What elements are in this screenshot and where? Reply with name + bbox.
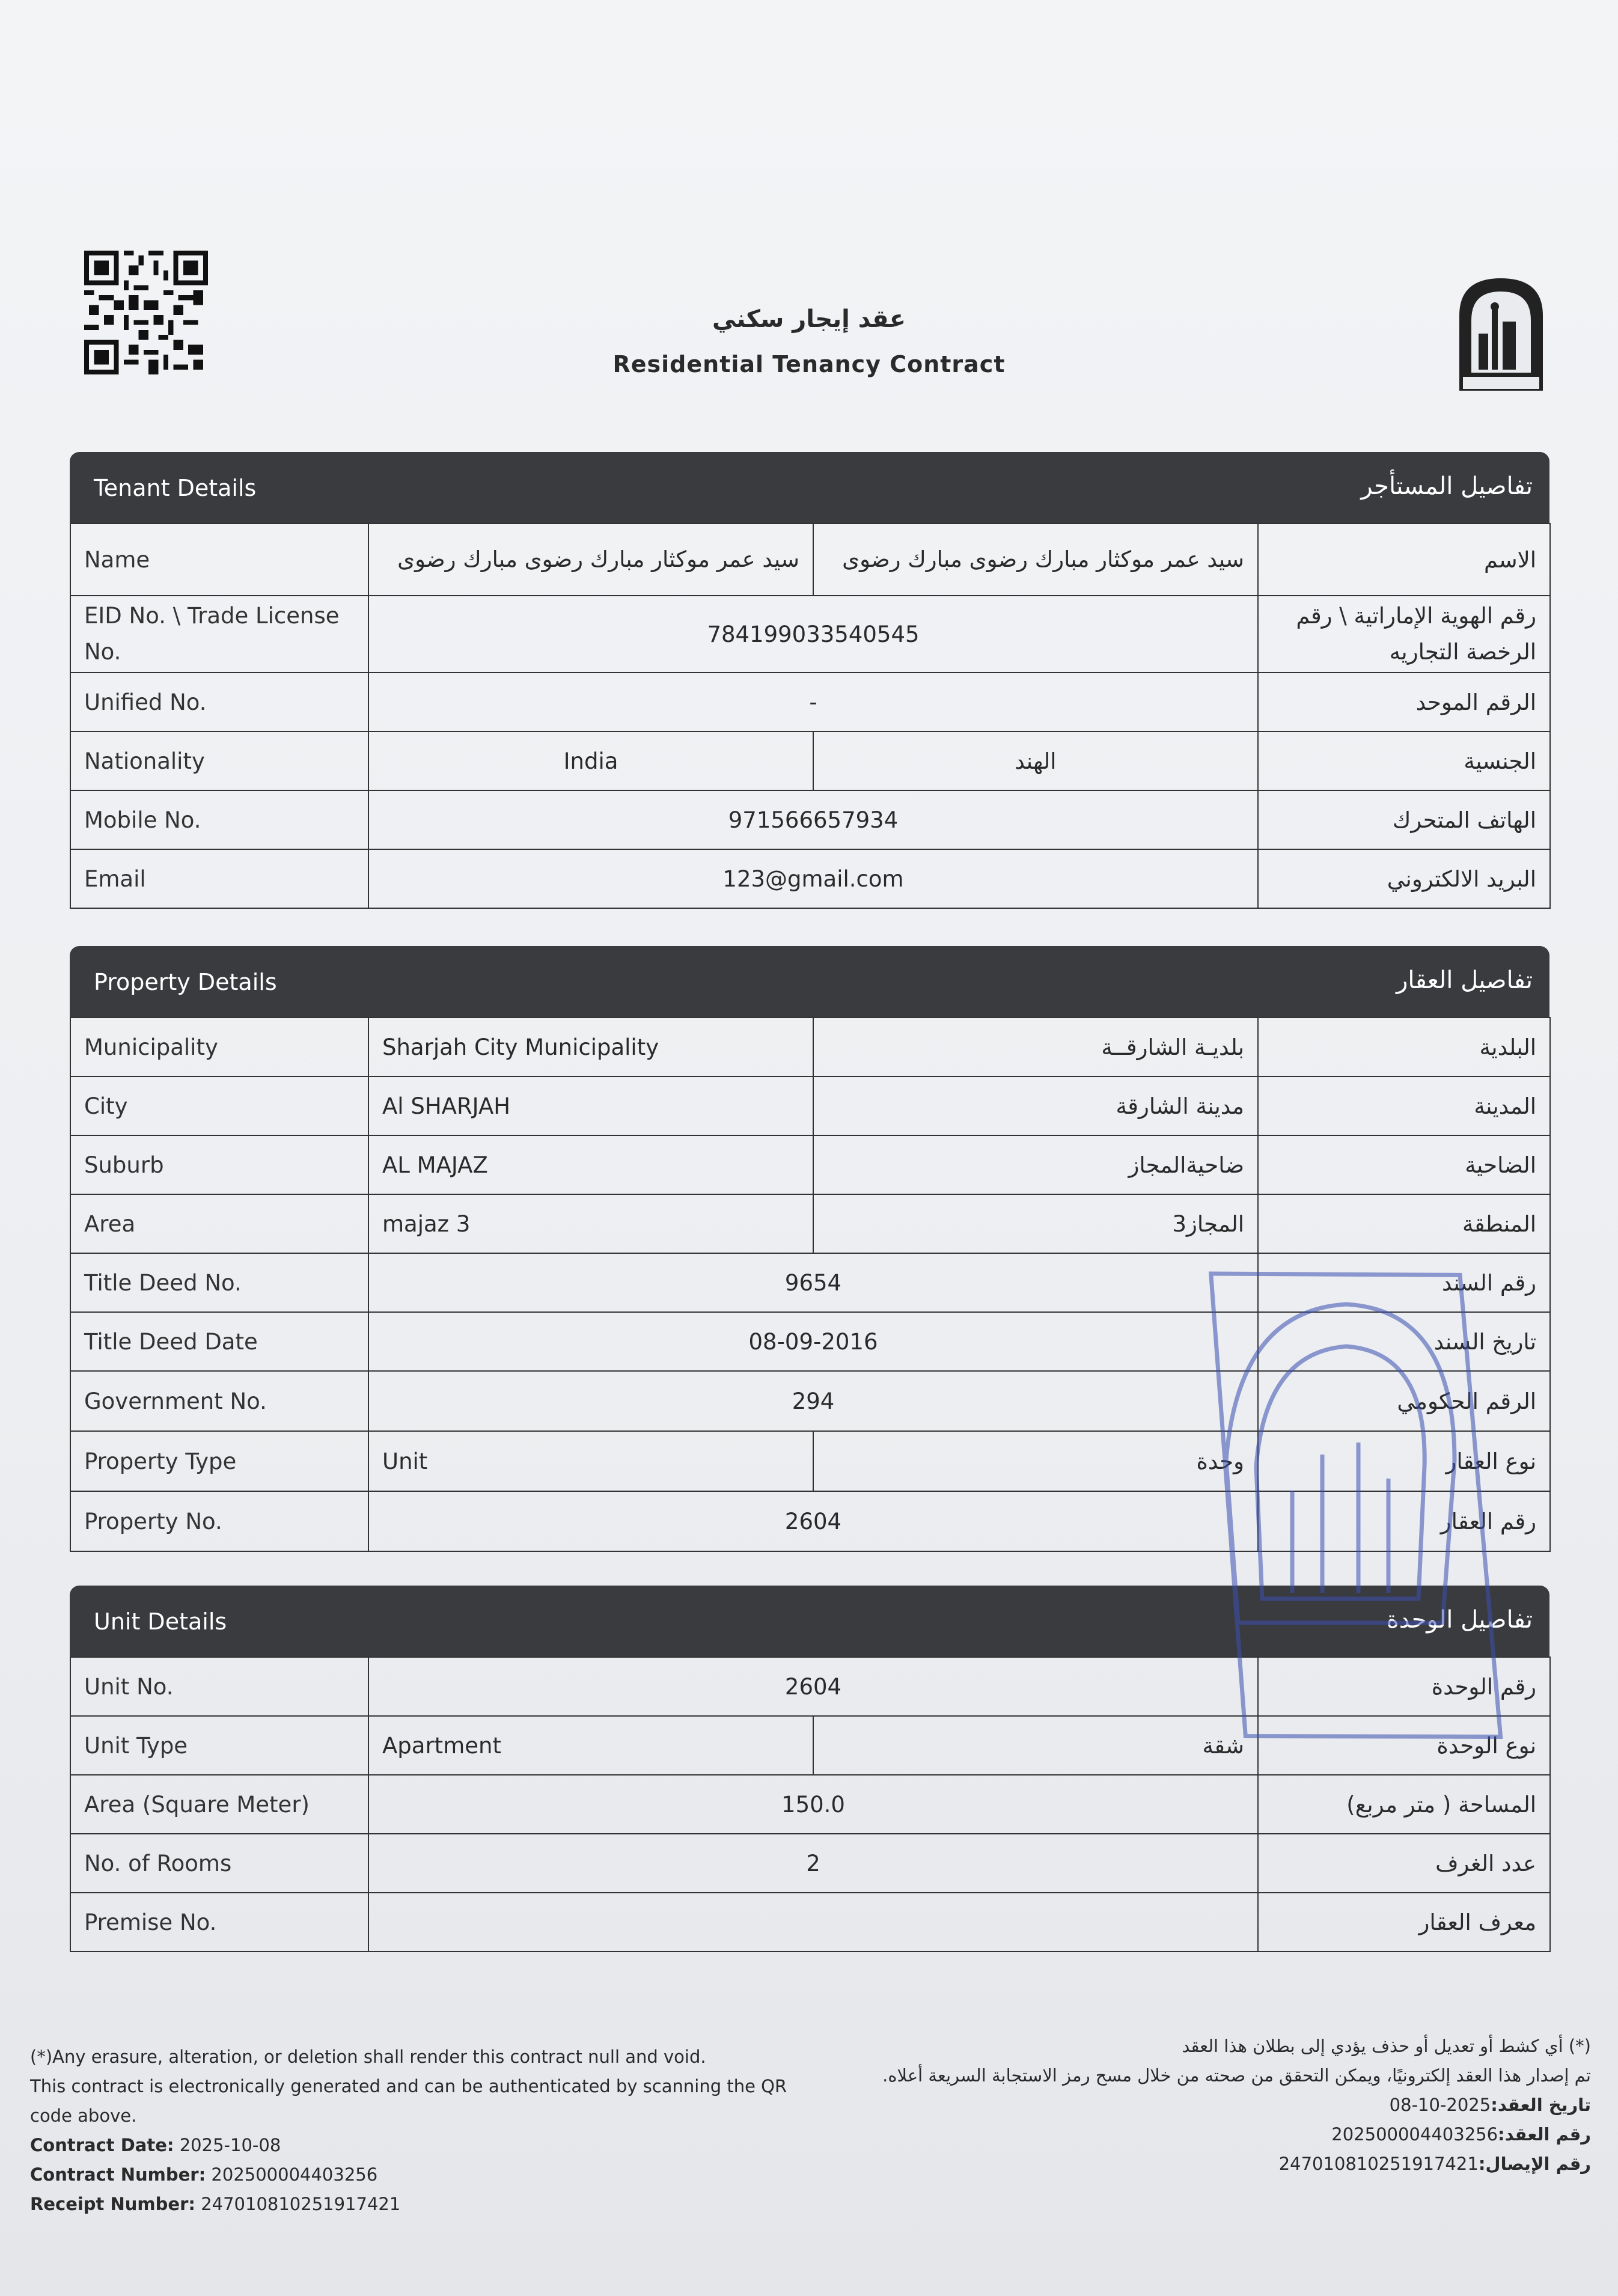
table-row [70,1076,1550,1135]
row-value-ar: شقة [813,1716,1258,1775]
row-label-ar: الرقم الحكومي [1258,1371,1550,1431]
footer-note-electronic: This contract is electronically generated and can be authenticated by scanning the QR code above. [30,2076,787,2126]
tenant-details-header [70,452,1549,523]
contract-date-ar: تاريخ العقد:2025-10-08 [1389,2095,1591,2115]
row-value-ar: الهند [813,731,1258,790]
table-row [70,673,1550,731]
row-value [368,1893,1258,1952]
row-label-en: Name [70,524,368,596]
row-value: 294 [368,1371,1258,1431]
row-value-ar: ضاحيةالمجاز [813,1135,1258,1194]
row-label-ar: رقم السند [1258,1253,1550,1312]
row-label-en: Title Deed Date [70,1312,368,1371]
row-label-en: Email [70,849,368,908]
tenant-details-section [70,452,1549,909]
row-label-en: Unit Type [70,1716,368,1775]
row-value: 971566657934 [368,790,1258,849]
section-title-en: Unit Details [94,1608,227,1635]
row-label-en: Property No. [70,1491,368,1551]
row-label-en: Premise No. [70,1893,368,1952]
contract-date: Contract Date: 2025-10-08 [30,2135,281,2155]
table-row [70,1135,1550,1194]
row-value: 123@gmail.com [368,849,1258,908]
row-value-ar: بلديـة الشارقــة [813,1018,1258,1076]
row-label-ar: الرقم الموحد [1258,673,1550,731]
row-label-ar: نوع العقار [1258,1431,1550,1491]
row-value: 150.0 [368,1775,1258,1834]
property-details-header [70,946,1549,1017]
section-title-en: Tenant Details [94,475,257,501]
row-value-en: Al SHARJAH [368,1076,813,1135]
table-row [70,1018,1550,1076]
row-label-en: Unit No. [70,1657,368,1716]
row-label-en: Suburb [70,1135,368,1194]
row-label-en: Government No. [70,1371,368,1431]
title-arabic: عقد إيجار سكني [712,305,906,333]
row-value: 08-09-2016 [368,1312,1258,1371]
row-label-ar: البريد الالكتروني [1258,849,1550,908]
row-value-en: Unit [368,1431,813,1491]
row-label-ar: المدينة [1258,1076,1550,1135]
section-title-en: Property Details [94,969,277,995]
row-label-ar: المساحة ( متر مربع) [1258,1775,1550,1834]
table-row [70,596,1550,673]
row-value-en: Apartment [368,1716,813,1775]
row-value-en: سيد عمر موكثار مبارك رضوى مبارك رضوى [368,524,813,596]
row-label-en: Mobile No. [70,790,368,849]
row-value: 9654 [368,1253,1258,1312]
row-label-ar: تاريخ السند [1258,1312,1550,1371]
row-label-ar: الاسم [1258,524,1550,596]
row-label-ar: معرف العقار [1258,1893,1550,1952]
receipt-number: Receipt Number: 247010810251917421 [30,2194,401,2214]
section-title-ar: تفاصيل العقار [1396,966,1533,994]
row-label-en: Area (Square Meter) [70,1775,368,1834]
row-label-en: Property Type [70,1431,368,1491]
row-value-en: AL MAJAZ [368,1135,813,1194]
row-label-ar: الهاتف المتحرك [1258,790,1550,849]
row-label-ar: البلدية [1258,1018,1550,1076]
row-value: 2 [368,1834,1258,1893]
row-value-en: Sharjah City Municipality [368,1018,813,1076]
section-title-ar: تفاصيل المستأجر [1361,472,1533,500]
footer-arabic [870,2032,1591,2179]
row-label-en: Municipality [70,1018,368,1076]
row-label-ar: الضاحية [1258,1135,1550,1194]
row-label-ar: رقم الهوية الإماراتية \ رقم الرخصة التجاريه [1258,596,1550,673]
row-label-en: EID No. \ Trade License No. [70,596,368,673]
row-label-en: Area [70,1194,368,1253]
table-row [70,1775,1550,1834]
table-row [70,1893,1550,1952]
contract-number-ar: رقم العقد:202500004403256 [1331,2124,1591,2145]
title-english: Residential Tenancy Contract [612,351,1006,377]
row-label-ar: الجنسية [1258,731,1550,790]
row-value-en: India [368,731,813,790]
section-title-ar: تفاصيل الوحدة [1386,1606,1533,1634]
contract-number: Contract Number: 202500004403256 [30,2164,378,2185]
row-value: 2604 [368,1491,1258,1551]
row-label-ar: المنطقة [1258,1194,1550,1253]
row-label-ar: عدد الغرف [1258,1834,1550,1893]
row-value-en: majaz 3 [368,1194,813,1253]
row-label-en: Title Deed No. [70,1253,368,1312]
table-row [70,731,1550,790]
table-row [70,790,1550,849]
row-label-en: No. of Rooms [70,1834,368,1893]
row-value: 2604 [368,1657,1258,1716]
row-value-ar: المجاز3 [813,1194,1258,1253]
row-label-ar: نوع الوحدة [1258,1716,1550,1775]
tenant-details-table [70,523,1551,909]
footer-note-erasure: (*)Any erasure, alteration, or deletion shall render this contract null and void. [30,2047,706,2067]
footer-english [30,2042,829,2219]
row-value: 784199033540545 [368,596,1258,673]
municipality-stamp [1154,1238,1527,1755]
row-value: - [368,673,1258,731]
row-value-ar: وحدة [813,1431,1258,1491]
row-value-ar: مدينة الشارقة [813,1076,1258,1135]
row-value-ar: سيد عمر موكثار مبارك رضوى مبارك رضوى [813,524,1258,596]
table-row [70,524,1550,596]
row-label-en: Unified No. [70,673,368,731]
receipt-number-ar: رقم الإيصال:247010810251917421 [1278,2154,1591,2174]
row-label-ar: رقم الوحدة [1258,1657,1550,1716]
row-label-en: Nationality [70,731,368,790]
footer-note-electronic-ar: تم إصدار هذا العقد إلكترونيًا، ويمكن التحقق من صحته من خلال مسح رمز الاستجابة السريعة أعلاه. [882,2065,1591,2086]
row-label-ar: رقم العقار [1258,1491,1550,1551]
row-label-en: City [70,1076,368,1135]
table-row [70,849,1550,908]
table-row [70,1834,1550,1893]
footer-note-erasure-ar: (*) أي كشط أو تعديل أو حذف يؤدي إلى بطلان هذا العقد [1182,2036,1591,2056]
